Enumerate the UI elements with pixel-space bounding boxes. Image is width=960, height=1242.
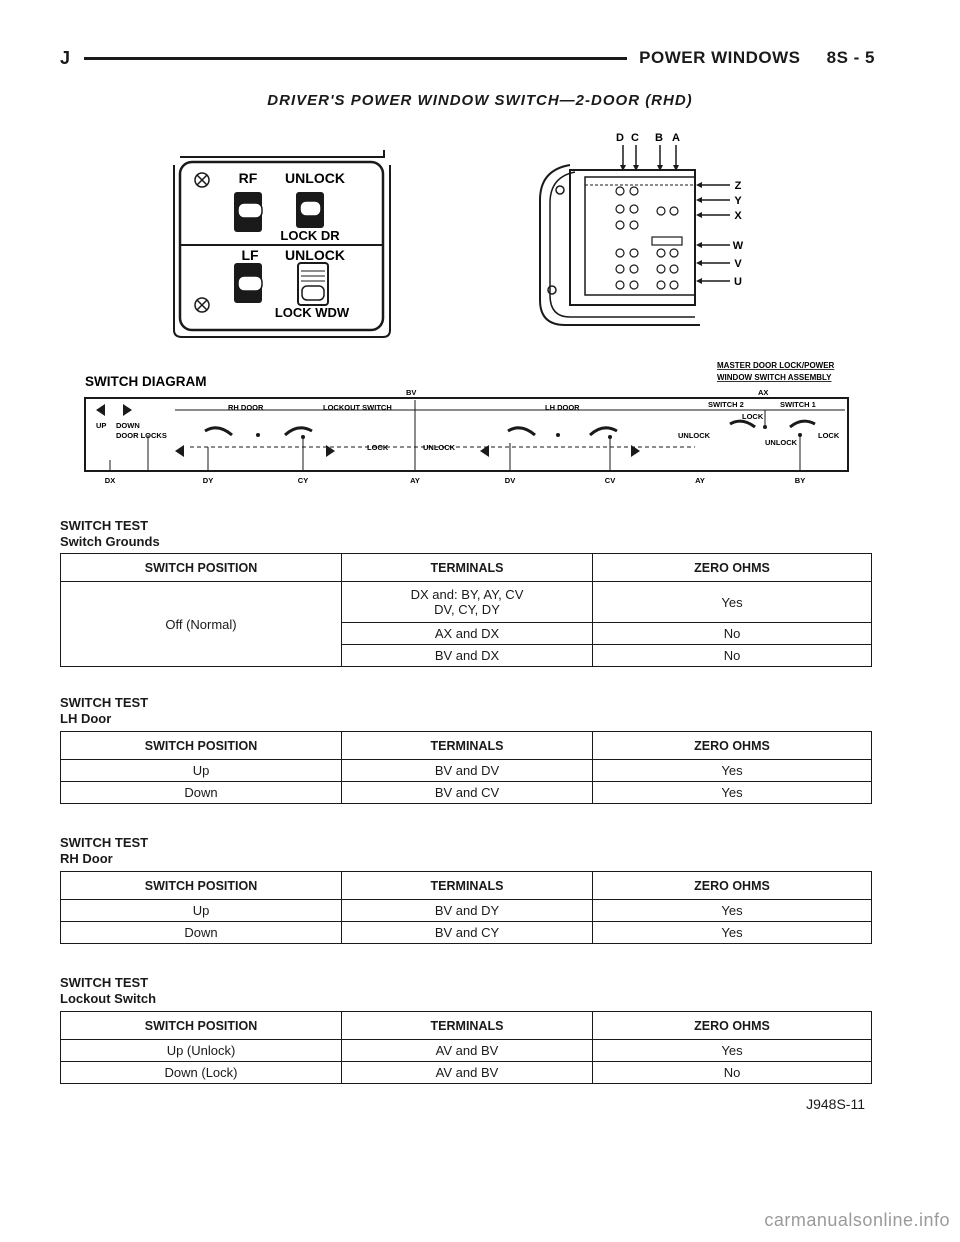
door-lock-switch-icon [296, 192, 324, 228]
col-switch-position: SWITCH POSITION [61, 554, 342, 582]
rh-door-label: RH DOOR [228, 403, 264, 412]
pin-label-u: U [734, 276, 742, 288]
cell-terminals: BV and DX [342, 645, 593, 667]
col-terminals: TERMINALS [342, 554, 593, 582]
rh-door-heading [60, 835, 148, 867]
cell-terminals: BV and CV [342, 782, 593, 804]
cell-position: Down [61, 782, 342, 804]
table-row [61, 760, 872, 782]
lock-dr-label: LOCK DR [280, 228, 340, 243]
table-header-row [61, 1012, 872, 1040]
switch-diagram-title: SWITCH DIAGRAM [85, 374, 207, 389]
pin-label-c: C [631, 132, 639, 144]
section-subtitle: LH Door [60, 711, 112, 726]
terminals-line-1: DX and: BY, AY, CV [410, 587, 524, 602]
table-row [61, 1040, 872, 1062]
rf-window-switch-icon [234, 192, 262, 232]
col-terminals: TERMINALS [342, 1012, 593, 1040]
lf-label: LF [241, 247, 259, 263]
cell-ohms: No [593, 645, 872, 667]
figure-code: J948S-11 [806, 1096, 865, 1112]
col-terminals: TERMINALS [342, 872, 593, 900]
switch-lock-label: LOCK [742, 412, 764, 421]
lh-door-heading [60, 695, 148, 727]
bv-label: BV [406, 388, 417, 397]
switch-grounds-heading [60, 518, 160, 550]
cell-ohms: Yes [593, 782, 872, 804]
rf-label: RF [238, 170, 258, 186]
col-switch-position: SWITCH POSITION [61, 732, 342, 760]
section-letter: J [60, 48, 71, 68]
terminal-dx: DX [104, 476, 116, 485]
lockout-lock-label: LOCK [367, 443, 389, 452]
cell-ohms: Yes [593, 922, 872, 944]
switch2-unlock-label: UNLOCK [678, 431, 711, 440]
pin-label-a: A [672, 132, 680, 144]
header-rule [84, 57, 627, 60]
page-title: POWER WINDOWS 8S - 5 [639, 48, 875, 67]
section-title: SWITCH TEST [60, 835, 149, 850]
cell-terminals: BV and DY [342, 900, 593, 922]
lock-wdw-label: LOCK WDW [274, 305, 350, 320]
cell-ohms: No [593, 623, 872, 645]
table-row [61, 782, 872, 804]
col-switch-position: SWITCH POSITION [61, 872, 342, 900]
section-title: SWITCH TEST [60, 518, 149, 533]
cell-terminals: AV and BV [342, 1062, 593, 1084]
table-row [61, 922, 872, 944]
cell-terminals: BV and CY [342, 922, 593, 944]
cell-position: Up [61, 900, 342, 922]
pin-label-z: Z [734, 180, 742, 192]
unlock-label-top: UNLOCK [285, 170, 345, 186]
col-zero-ohms: ZERO OHMS [593, 1012, 872, 1040]
cell-terminals: AX and DX [342, 623, 593, 645]
connector-illustration [530, 125, 760, 330]
lh-door-table [60, 731, 872, 804]
terminal-ay: AY [410, 476, 420, 485]
section-subtitle: Lockout Switch [60, 991, 157, 1006]
cell-ohms: Yes [593, 760, 872, 782]
cell-position: Down (Lock) [61, 1062, 342, 1084]
switch-grounds-table [60, 553, 872, 667]
watermark: carmanualsonline.info [764, 1210, 950, 1230]
door-locks-label: DOOR LOCKS [116, 431, 167, 440]
lockout-unlock-label: UNLOCK [423, 443, 456, 452]
terminal-cy: CY [297, 476, 309, 485]
pin-label-y: Y [734, 195, 742, 207]
switch-2-label: SWITCH 2 [708, 400, 744, 409]
figure-title: DRIVER'S POWER WINDOW SWITCH—2-DOOR (RHD) [267, 92, 693, 109]
section-title: SWITCH TEST [60, 975, 149, 990]
terminal-dy: DY [202, 476, 214, 485]
page-header [60, 48, 875, 72]
cell-terminals: BV and DV [342, 760, 593, 782]
cell-terminals: AV and BV [342, 1040, 593, 1062]
col-zero-ohms: ZERO OHMS [593, 872, 872, 900]
unlock-label-bottom: UNLOCK [285, 247, 345, 263]
terminal-by: BY [794, 476, 806, 485]
col-zero-ohms: ZERO OHMS [593, 732, 872, 760]
switch-diagram [80, 355, 880, 490]
cell-ohms: Yes [593, 582, 872, 623]
cell-ohms: Yes [593, 1040, 872, 1062]
col-terminals: TERMINALS [342, 732, 593, 760]
rh-door-table [60, 871, 872, 944]
pin-label-d: D [616, 132, 624, 144]
pin-label-b: B [655, 132, 663, 144]
section-title: SWITCH TEST [60, 695, 149, 710]
table-row [61, 900, 872, 922]
switch-1-label: SWITCH 1 [780, 400, 816, 409]
terminal-ay-2: AY [695, 476, 705, 485]
lockout-switch-heading [60, 975, 156, 1007]
pin-arrow-heads [620, 165, 702, 284]
table-row [61, 582, 872, 623]
assembly-label-line1: MASTER DOOR LOCK/POWER [717, 361, 835, 370]
table-header-row [61, 872, 872, 900]
screw-icon [195, 298, 209, 312]
switch-face-illustration [170, 145, 395, 340]
col-zero-ohms: ZERO OHMS [593, 554, 872, 582]
table-row [61, 1062, 872, 1084]
pin-label-w: W [732, 240, 744, 252]
lh-door-label: LH DOOR [545, 403, 580, 412]
pin-label-x: X [734, 210, 742, 222]
table-header-row [61, 732, 872, 760]
ax-label: AX [758, 388, 769, 397]
cell-position: Off (Normal) [61, 582, 342, 667]
lockout-switch-label: LOCKOUT SWITCH [323, 403, 392, 412]
cell-terminals [342, 582, 593, 623]
cell-ohms: No [593, 1062, 872, 1084]
terminals-line-2: DV, CY, DY [434, 602, 500, 617]
lockout-switch-icon [298, 263, 328, 305]
cell-position: Down [61, 922, 342, 944]
col-switch-position: SWITCH POSITION [61, 1012, 342, 1040]
pin-label-v: V [734, 258, 742, 270]
terminal-cv: CV [604, 476, 616, 485]
assembly-label-line2: WINDOW SWITCH ASSEMBLY [717, 373, 832, 382]
cell-position: Up (Unlock) [61, 1040, 342, 1062]
switch1-unlock-label: UNLOCK [765, 438, 798, 447]
section-subtitle: RH Door [60, 851, 113, 866]
up-label: UP [96, 421, 107, 430]
terminal-dv: DV [504, 476, 516, 485]
lockout-switch-table [60, 1011, 872, 1084]
lf-window-switch-icon [234, 263, 262, 303]
table-header-row [61, 554, 872, 582]
screw-icon [195, 173, 209, 187]
down-label: DOWN [116, 421, 140, 430]
section-subtitle: Switch Grounds [60, 534, 160, 549]
cell-ohms: Yes [593, 900, 872, 922]
cell-position: Up [61, 760, 342, 782]
switch1-lock-label: LOCK [818, 431, 840, 440]
